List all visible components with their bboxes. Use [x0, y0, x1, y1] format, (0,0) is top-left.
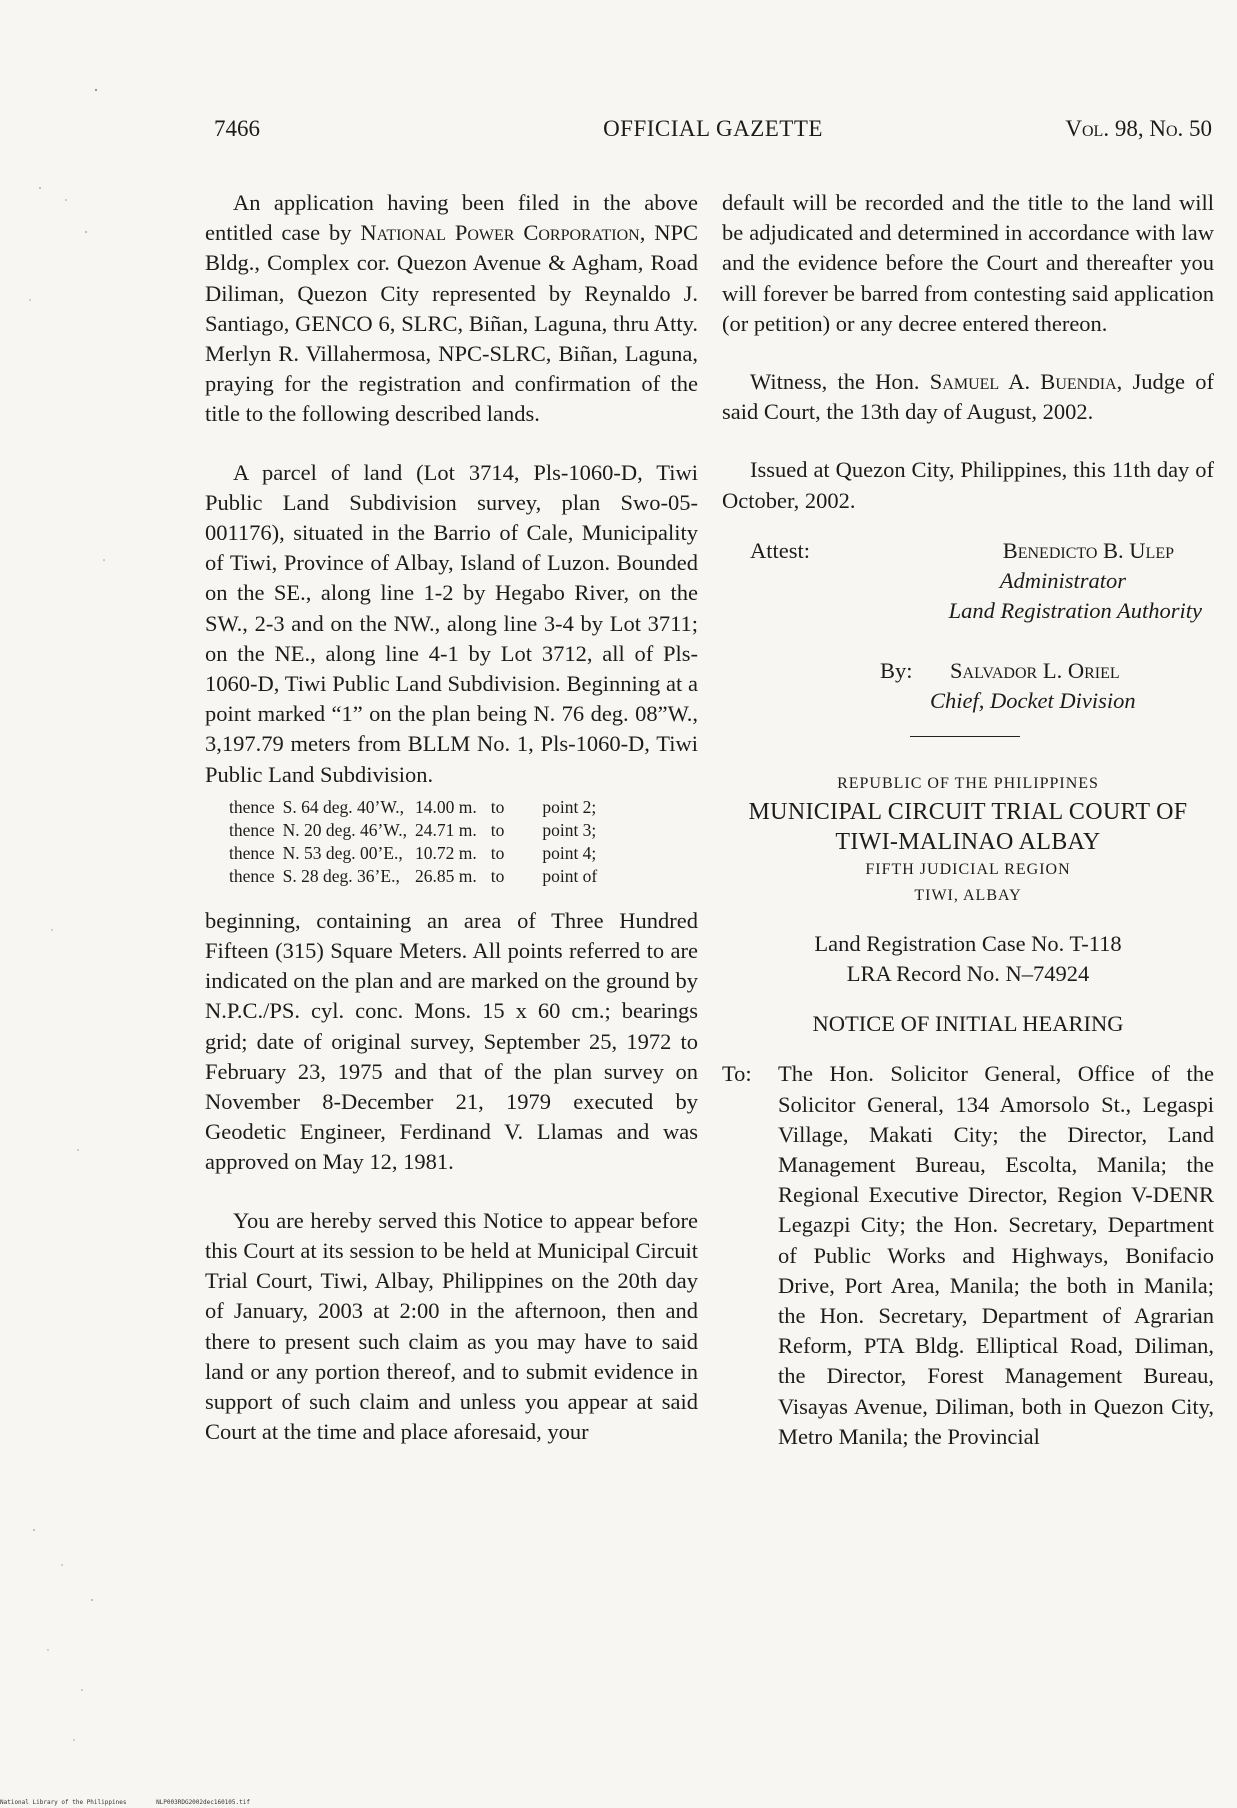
- course-point: point 3;: [542, 819, 597, 840]
- course-to: to: [490, 842, 505, 863]
- judicial-region: FIFTH JUDICIAL REGION: [865, 860, 1071, 878]
- table-row: [229, 842, 605, 865]
- publication-title: OFFICIAL GAZETTE: [603, 116, 823, 141]
- file-identifier: NLP003RDG2002dec160105.tif: [156, 1799, 250, 1806]
- course-word: thence: [229, 865, 275, 886]
- republic-line: REPUBLIC OF THE PHILIPPINES: [837, 774, 1099, 792]
- volume-info: Vol. 98, No. 50: [1065, 116, 1212, 141]
- addressees-block: [722, 1059, 1214, 1452]
- table-row: [229, 865, 605, 888]
- course-point: point 4;: [542, 842, 597, 863]
- course-point: point of: [542, 865, 598, 886]
- case-number: Land Registration Case No. T-118: [814, 930, 1122, 956]
- chief-title: Chief, Docket Division: [930, 687, 1136, 713]
- court-name-line-2: TIWI-MALINAO ALBAY: [835, 828, 1101, 855]
- record-number: LRA Record No. N–74924: [846, 961, 1090, 987]
- course-bearing: S. 28 deg. 36’E.,: [282, 865, 400, 886]
- to-label: To:: [722, 1061, 752, 1087]
- notice-to-appear-paragraph: You are hereby served this Notice to appear before this Court at its session to be held at Municipal Circuit Trial Court, Tiwi, Albay, Philippines on the 20th day of January, 2003 at 2:00 in the afternoon, then and there to present such claim as you may have to said land or any portion thereof, and to submit evidence in support of such claim and unless you appear at said Court at the time and place aforesaid, your: [205, 1207, 698, 1445]
- addressees-text: The Hon. Solicitor General, Office of the Solicitor General, 134 Amorsolo St., Legaspi Village, Makati City; the Director, Land Management Bureau, Escolta, Manila; the Regional Executive Director, Region V-DENR Legazpi City; the Hon. Secretary, Department of Public Works and Highways, Bonifacio Drive, Port Area, Manila; the both in Manila; the Hon. Secretary, Department of Agrarian Reform, PTA Bldg. Elliptical Road, Diliman, the Director, Forest Management Bureau, Visayas Avenue, Diliman, both in Quezon City, Metro Manila; the Provincial: [778, 1061, 1214, 1449]
- right-column: [722, 188, 1214, 1452]
- court-location: TIWI, ALBAY: [914, 886, 1022, 904]
- course-bearing: N. 53 deg. 00’E.,: [282, 842, 403, 863]
- course-to: to: [490, 865, 505, 886]
- table-row: [229, 796, 605, 819]
- chief-name: Salvador L. Oriel: [950, 657, 1120, 683]
- course-distance: 26.85 m.: [414, 865, 477, 886]
- authority-name: Land Registration Authority: [948, 597, 1202, 623]
- left-column: [205, 188, 698, 1447]
- issued-paragraph: Issued at Quezon City, Philippines, this 11th day of October, 2002.: [722, 457, 1214, 513]
- course-distance: 14.00 m.: [414, 796, 477, 817]
- witness-text-start: Witness, the Hon.: [750, 369, 930, 395]
- running-header: [214, 116, 1212, 152]
- default-paragraph: default will be recorded and the title to the land will be adjudicated and determined in accordance with law and the evidence before the Court and thereafter you will forever be barred from contesting said application (or petition) or any decree entered thereon.: [722, 190, 1214, 336]
- judge-name: Samuel A. Buendia: [929, 369, 1117, 395]
- course-to: to: [490, 819, 505, 840]
- application-text-end: , NPC Bldg., Complex cor. Quezon Avenue & Agham, Road Diliman, Quezon City represented by Reynaldo J. Santiago, GENCO 6, SLRC, Biñan, Laguna, thru Atty. Merlyn R. Villahermosa, NPC-SLRC, Biñan, Laguna, praying for the registration and confirmation of the title to the following described lands.: [205, 220, 698, 427]
- administrator-title: Administrator: [999, 567, 1126, 593]
- course-to: to: [490, 796, 505, 817]
- course-distance: 24.71 m.: [414, 819, 477, 840]
- applicant-name: National Power Corporation: [360, 220, 640, 246]
- scan-noise-decoration: [0, 0, 140, 1808]
- scan-footer: [0, 1799, 276, 1806]
- course-word: thence: [229, 819, 275, 840]
- application-paragraph: [205, 188, 698, 430]
- course-bearing: S. 64 deg. 40’W.,: [282, 796, 405, 817]
- table-row: [229, 819, 605, 842]
- attestation-block: [722, 536, 1214, 716]
- course-word: thence: [229, 842, 275, 863]
- course-point: point 2;: [542, 796, 597, 817]
- page-number: 7466: [214, 116, 260, 141]
- survey-courses-table: [229, 796, 605, 888]
- library-credit: National Library of the Philippines: [0, 1799, 127, 1806]
- course-word: thence: [229, 796, 275, 817]
- course-bearing: N. 20 deg. 46’W.,: [282, 819, 407, 840]
- witness-paragraph: [722, 367, 1214, 427]
- section-divider: [910, 736, 1020, 737]
- notice-title: NOTICE OF INITIAL HEARING: [812, 1011, 1124, 1037]
- land-description-paragraph: A parcel of land (Lot 3714, Pls-1060-D, Tiwi Public Land Subdivision survey, plan Swo-05-001176), situated in the Barrio of Cale, Municipality of Tiwi, Province of Albay, Island of Luzon. Bounded on the SE., along line 1-2 by Hegabo River, on the SW., 2-3 and on the NW., along line 3-4 by Lot 3711; on the NE., along line 4-1 by Lot 3712, all of Pls-1060-D, Tiwi Public Land Subdivision. Beginning at a point marked “1” on the plan being N. 76 deg. 08”W., 3,197.79 meters from BLLM No. 1, Pls-1060-D, Tiwi Public Land Subdivision.: [205, 459, 698, 787]
- attest-label: Attest:: [750, 537, 810, 563]
- by-label: By:: [880, 657, 913, 683]
- area-paragraph: beginning, containing an area of Three Hundred Fifteen (315) Square Meters. All points referred to are indicated on the plan and are marked on the ground by N.P.C./PS. cyl. conc. Mons. 15 x 60 cm.; bearings grid; date of original survey, September 25, 1972 to February 23, 1975 and that of the plan survey on November 8-December 21, 1979 executed by Geodetic Engineer, Ferdinand V. Llamas and was approved on May 12, 1981.: [205, 907, 698, 1175]
- court-name-line-1: MUNICIPAL CIRCUIT TRIAL COURT OF: [748, 798, 1188, 825]
- application-text-start: An application having been filed in the above entitled case by: [205, 190, 698, 246]
- administrator-name: Benedicto B. Ulep: [1002, 537, 1174, 563]
- witness-text-end: , Judge of said Court, the 13th day of August, 2002.: [722, 369, 1214, 425]
- course-distance: 10.72 m.: [414, 842, 477, 863]
